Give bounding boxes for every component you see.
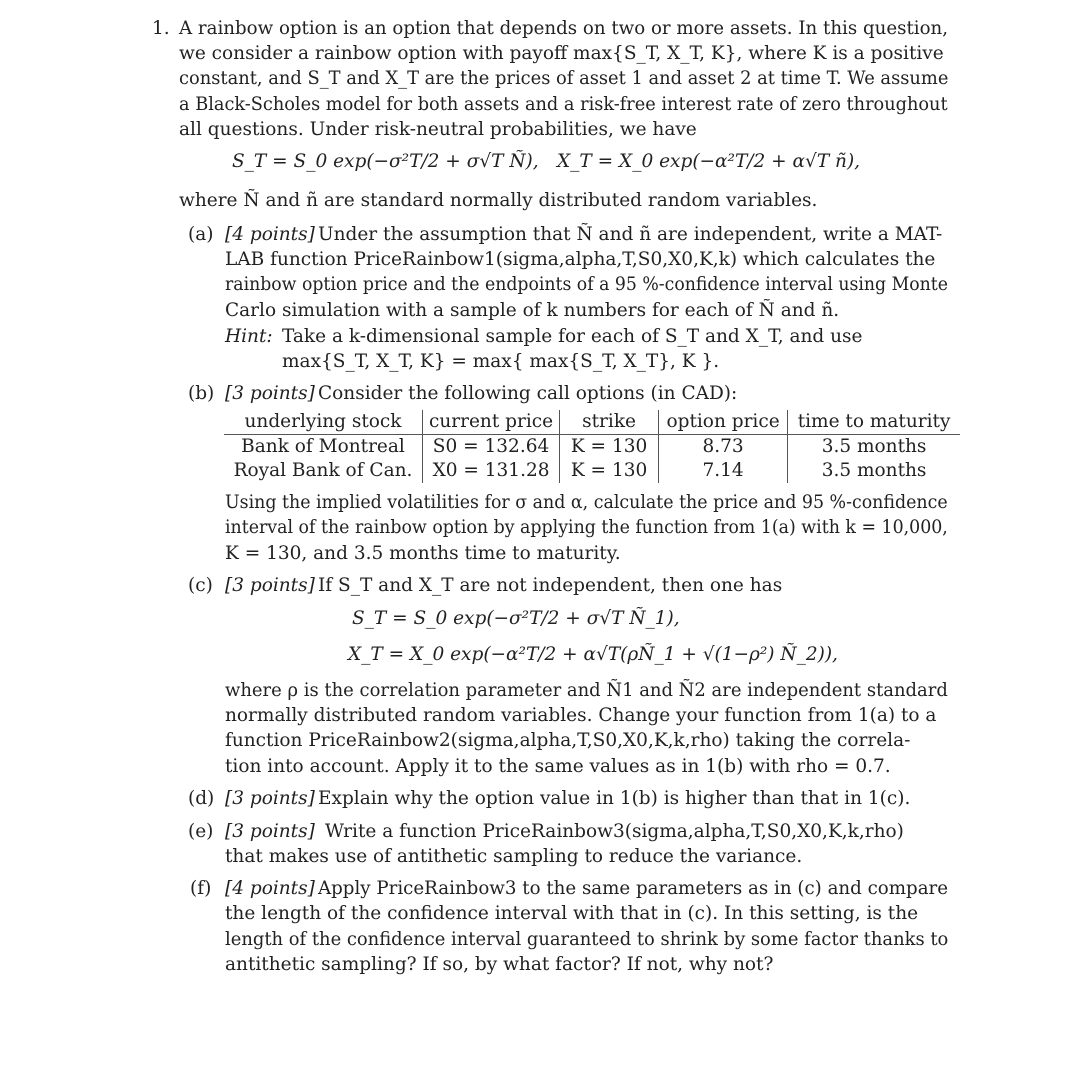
part-b-line-3: K = 130, and 3.5 months time to maturity. [225,543,621,564]
table-header-row [224,410,960,435]
part-f-line-2: the length of the confidence interval with that in (c). In this setting, is the [225,903,919,924]
part-f-points: [4 points] [225,878,315,899]
table-cell: X0 = 131.28 [423,459,560,483]
table-cell: 3.5 months [788,459,961,483]
part-f-line-1: Apply PriceRainbow3 to the same parameters as in (c) and compare [318,878,949,899]
part-a-line-2: LAB function PriceRainbow1(sigma,alpha,T,S0,X0,K,k) which calculates the [225,249,936,270]
intro-line-1: A rainbow option is an option that depends on two or more assets. In this question, [179,18,949,39]
part-a-line-3: rainbow option price and the endpoints of a 95 %-confidence interval using Monte [225,274,948,295]
table-header: option price [659,410,788,435]
table-header: time to maturity [788,410,961,435]
part-b-points: [3 points] [225,383,315,404]
part-d-label: (d) [188,788,215,809]
part-a-points: [4 points] [225,224,315,245]
part-c-line-4: tion into account. Apply it to the same values as in 1(b) with rho = 0.7. [225,756,891,777]
part-d-text: Explain why the option value in 1(b) is higher than that in 1(c). [318,788,911,809]
hint-label: Hint: [225,326,273,347]
table-header: strike [560,410,659,435]
part-a-line-1: Under the assumption that Ñ and ñ are independent, write a MAT- [318,224,943,245]
table-cell: 3.5 months [788,435,961,460]
equation-s-t: S_T = S_0 exp(−σ²T/2 + σ√T Ñ), [232,151,539,172]
equation-x-t: X_T = X_0 exp(−α²T/2 + α√T ñ), [557,151,861,172]
table-cell: Bank of Montreal [241,436,405,457]
table-row [224,459,960,483]
where-line: where Ñ and ñ are standard normally distributed random variables. [179,190,818,211]
intro-line-5: all questions. Under risk-neutral probabilities, we have [179,119,697,140]
intro-line-2: we consider a rainbow option with payoff max{S_T, X_T, K}, where K is a positive [179,43,944,64]
part-c-label: (c) [188,575,213,596]
hint-formula: max{S_T, X_T, K} = max{ max{S_T, X_T}, K }. [282,351,720,372]
table-row [224,435,960,460]
call-options-table [224,410,960,483]
part-e-line-2: that makes use of antithetic sampling to reduce the variance. [225,846,803,867]
part-f-line-4: antithetic sampling? If so, by what factor? If not, why not? [225,954,774,975]
part-f-label: (f) [190,878,212,899]
intro-line-4: a Black-Scholes model for both assets and a risk-free interest rate of zero throughout [179,94,948,115]
part-a-line-4: Carlo simulation with a sample of k numbers for each of Ñ and ñ. [225,300,840,321]
part-b-line-2: interval of the rainbow option by applying the function from 1(a) with k = 10,000, [225,517,948,538]
part-d-points: [3 points] [225,788,315,809]
part-c-line-3: function PriceRainbow2(sigma,alpha,T,S0,X0,K,k,rho) taking the correla- [225,730,911,751]
part-f-line-3: length of the confidence interval guaranteed to shrink by some factor thanks to [225,929,949,950]
part-e-points: [3 points] [225,821,315,842]
table-cell: S0 = 132.64 [423,435,560,460]
part-c-equation-1: S_T = S_0 exp(−σ²T/2 + σ√T Ñ_1), [352,608,680,629]
part-c-intro: If S_T and X_T are not independent, then one has [318,575,783,596]
part-c-points: [3 points] [225,575,315,596]
hint-text: Take a k-dimensional sample for each of S_T and X_T, and use [282,326,863,347]
part-e-line-1: Write a function PriceRainbow3(sigma,alpha,T,S0,X0,K,k,rho) [325,821,904,842]
part-e-label: (e) [188,821,214,842]
part-b-line-1: Using the implied volatilities for σ and α, calculate the price and 95 %-confidence [225,492,948,513]
part-a-label: (a) [188,224,214,245]
intro-line-3: constant, and S_T and X_T are the prices of asset 1 and asset 2 at time T. We assume [179,68,949,89]
table-cell: 7.14 [659,459,788,483]
part-c-equation-2: X_T = X_0 exp(−α²T/2 + α√T(ρÑ_1 + √(1−ρ²) Ñ_2)), [348,644,838,665]
question-number: 1. [152,18,170,39]
part-b-label: (b) [188,383,215,404]
part-b-intro: Consider the following call options (in CAD): [318,383,738,404]
table-cell: 8.73 [659,435,788,460]
part-c-line-2: normally distributed random variables. Change your function from 1(a) to a [225,705,937,726]
part-c-line-1: where ρ is the correlation parameter and Ñ1 and Ñ2 are independent standard [225,680,948,701]
table-header: underlying stock [224,410,423,435]
table-header: current price [423,410,560,435]
table-cell: K = 130 [560,435,659,460]
table-cell: Royal Bank of Can. [233,460,413,481]
table-cell: K = 130 [560,459,659,483]
